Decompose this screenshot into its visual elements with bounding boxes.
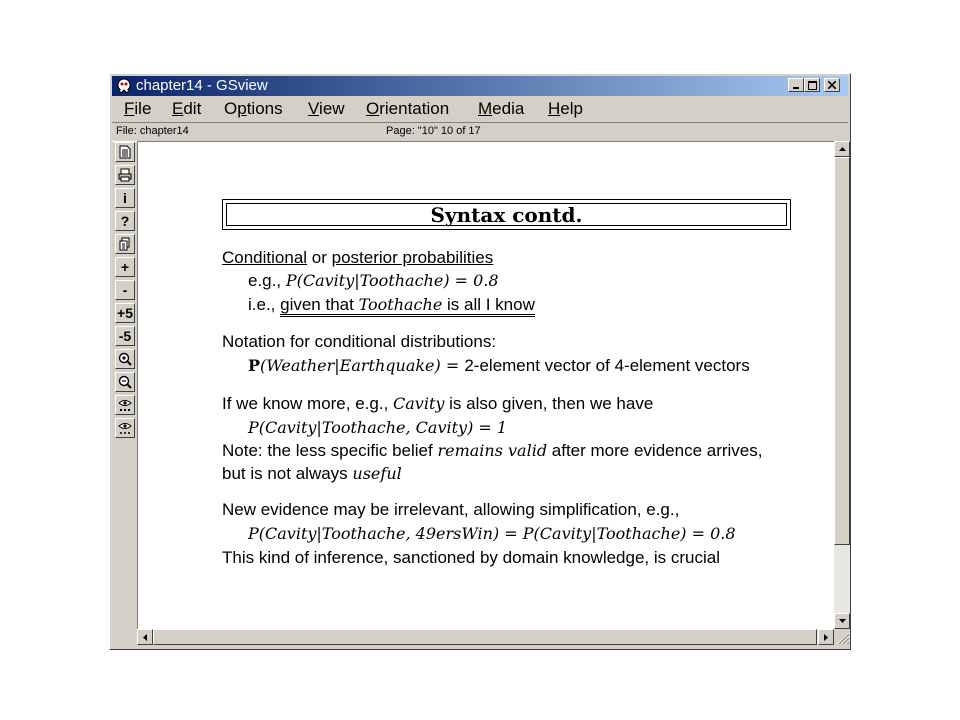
plus-five-icon: +5 [117, 305, 133, 321]
menu-view[interactable]: View [308, 99, 345, 118]
not-useful-line: but is not always useful [222, 464, 402, 483]
note-line: Note: the less specific belief remains valid after more evidence arrives, [222, 441, 763, 460]
gsview-window [109, 73, 851, 650]
menu-orientation[interactable]: Orientation [366, 99, 450, 118]
pages-icon [118, 237, 132, 251]
zoom-in-icon [118, 352, 132, 366]
gsview-ghost-icon [116, 78, 132, 94]
arrow-right-icon [824, 634, 828, 641]
resize-grip-icon [834, 629, 850, 645]
find-text-button[interactable] [115, 395, 135, 415]
title-bar[interactable] [112, 76, 848, 96]
document-icon [118, 145, 132, 159]
scroll-right-button[interactable] [818, 629, 834, 645]
vertical-scroll-thumb[interactable] [834, 157, 850, 545]
slide-title-frame [222, 199, 791, 230]
plus-icon: + [120, 259, 130, 275]
irrelevant-equation: P(Cavity|Toothache, 49ersWin) = P(Cavity|Toothache) = 0.8 [248, 524, 736, 543]
menu-file[interactable]: File [124, 99, 152, 118]
zoom-out-icon [118, 375, 132, 389]
arrow-left-icon [143, 634, 147, 641]
skip-forward-5-button[interactable] [115, 303, 135, 323]
menu-options[interactable]: Options [224, 99, 283, 118]
window-title: chapter14 - GSview [136, 77, 268, 94]
arrow-up-icon [839, 147, 846, 151]
tool-strip [113, 142, 137, 442]
print-button[interactable] [115, 165, 135, 185]
menu-bar [112, 97, 848, 121]
conditional-meaning: i.e., given that Toothache is all I know [248, 295, 535, 315]
maximize-button[interactable] [804, 78, 820, 92]
know-more-line: If we know more, e.g., Cavity is also given, then we have [222, 394, 654, 413]
horizontal-scroll-thumb[interactable] [153, 629, 817, 645]
conditional-example: e.g., P(Cavity|Toothache) = 0.8 [248, 271, 499, 290]
zoom-out-button[interactable] [115, 372, 135, 392]
help-icon: ? [120, 213, 130, 229]
scroll-left-button[interactable] [137, 629, 153, 645]
notation-heading: Notation for conditional distributions: [222, 332, 497, 351]
find-next-button[interactable] [115, 418, 135, 438]
status-bar [112, 122, 848, 142]
info-button[interactable] [115, 188, 135, 208]
scroll-up-button[interactable] [834, 141, 850, 157]
goto-page-button[interactable] [115, 234, 135, 254]
eye-next-icon [118, 421, 132, 435]
previous-page-button[interactable] [115, 280, 135, 300]
help-button[interactable] [115, 211, 135, 231]
slide-title: Syntax contd. [226, 203, 787, 226]
open-file-button[interactable] [115, 142, 135, 162]
document-view[interactable] [137, 141, 835, 630]
next-page-button[interactable] [115, 257, 135, 277]
minimize-button[interactable] [788, 78, 804, 92]
menu-help[interactable]: Help [548, 99, 583, 118]
resize-grip[interactable] [834, 629, 850, 645]
skip-back-5-button[interactable] [115, 326, 135, 346]
horizontal-scrollbar[interactable] [137, 629, 834, 645]
zoom-in-button[interactable] [115, 349, 135, 369]
minimize-icon [792, 81, 800, 89]
irrelevant-line: New evidence may be irrelevant, allowing simplification, e.g., [222, 500, 680, 519]
printer-icon [118, 168, 132, 182]
minus-five-icon: -5 [118, 328, 132, 344]
vertical-scrollbar[interactable] [834, 141, 850, 629]
menu-edit[interactable]: Edit [172, 99, 202, 118]
close-button[interactable] [824, 78, 840, 92]
eye-abc-icon [118, 398, 132, 412]
arrow-down-icon [839, 619, 846, 623]
status-file-name: File: chapter14 [116, 125, 189, 137]
menu-media[interactable]: Media [478, 99, 525, 118]
scroll-down-button[interactable] [834, 613, 850, 629]
info-icon: i [123, 190, 127, 206]
minus-icon: - [122, 282, 128, 298]
conditional-heading: Conditional or posterior probabilities [222, 248, 494, 267]
inference-line: This kind of inference, sanctioned by domain knowledge, is crucial [222, 548, 720, 567]
know-more-equation: P(Cavity|Toothache, Cavity) = 1 [248, 418, 508, 437]
notation-example: P(Weather|Earthquake) = 2-element vector of 4-element vectors [248, 356, 750, 375]
status-page-number: Page: "10" 10 of 17 [386, 125, 481, 137]
maximize-icon [808, 81, 817, 90]
close-icon [828, 81, 836, 89]
